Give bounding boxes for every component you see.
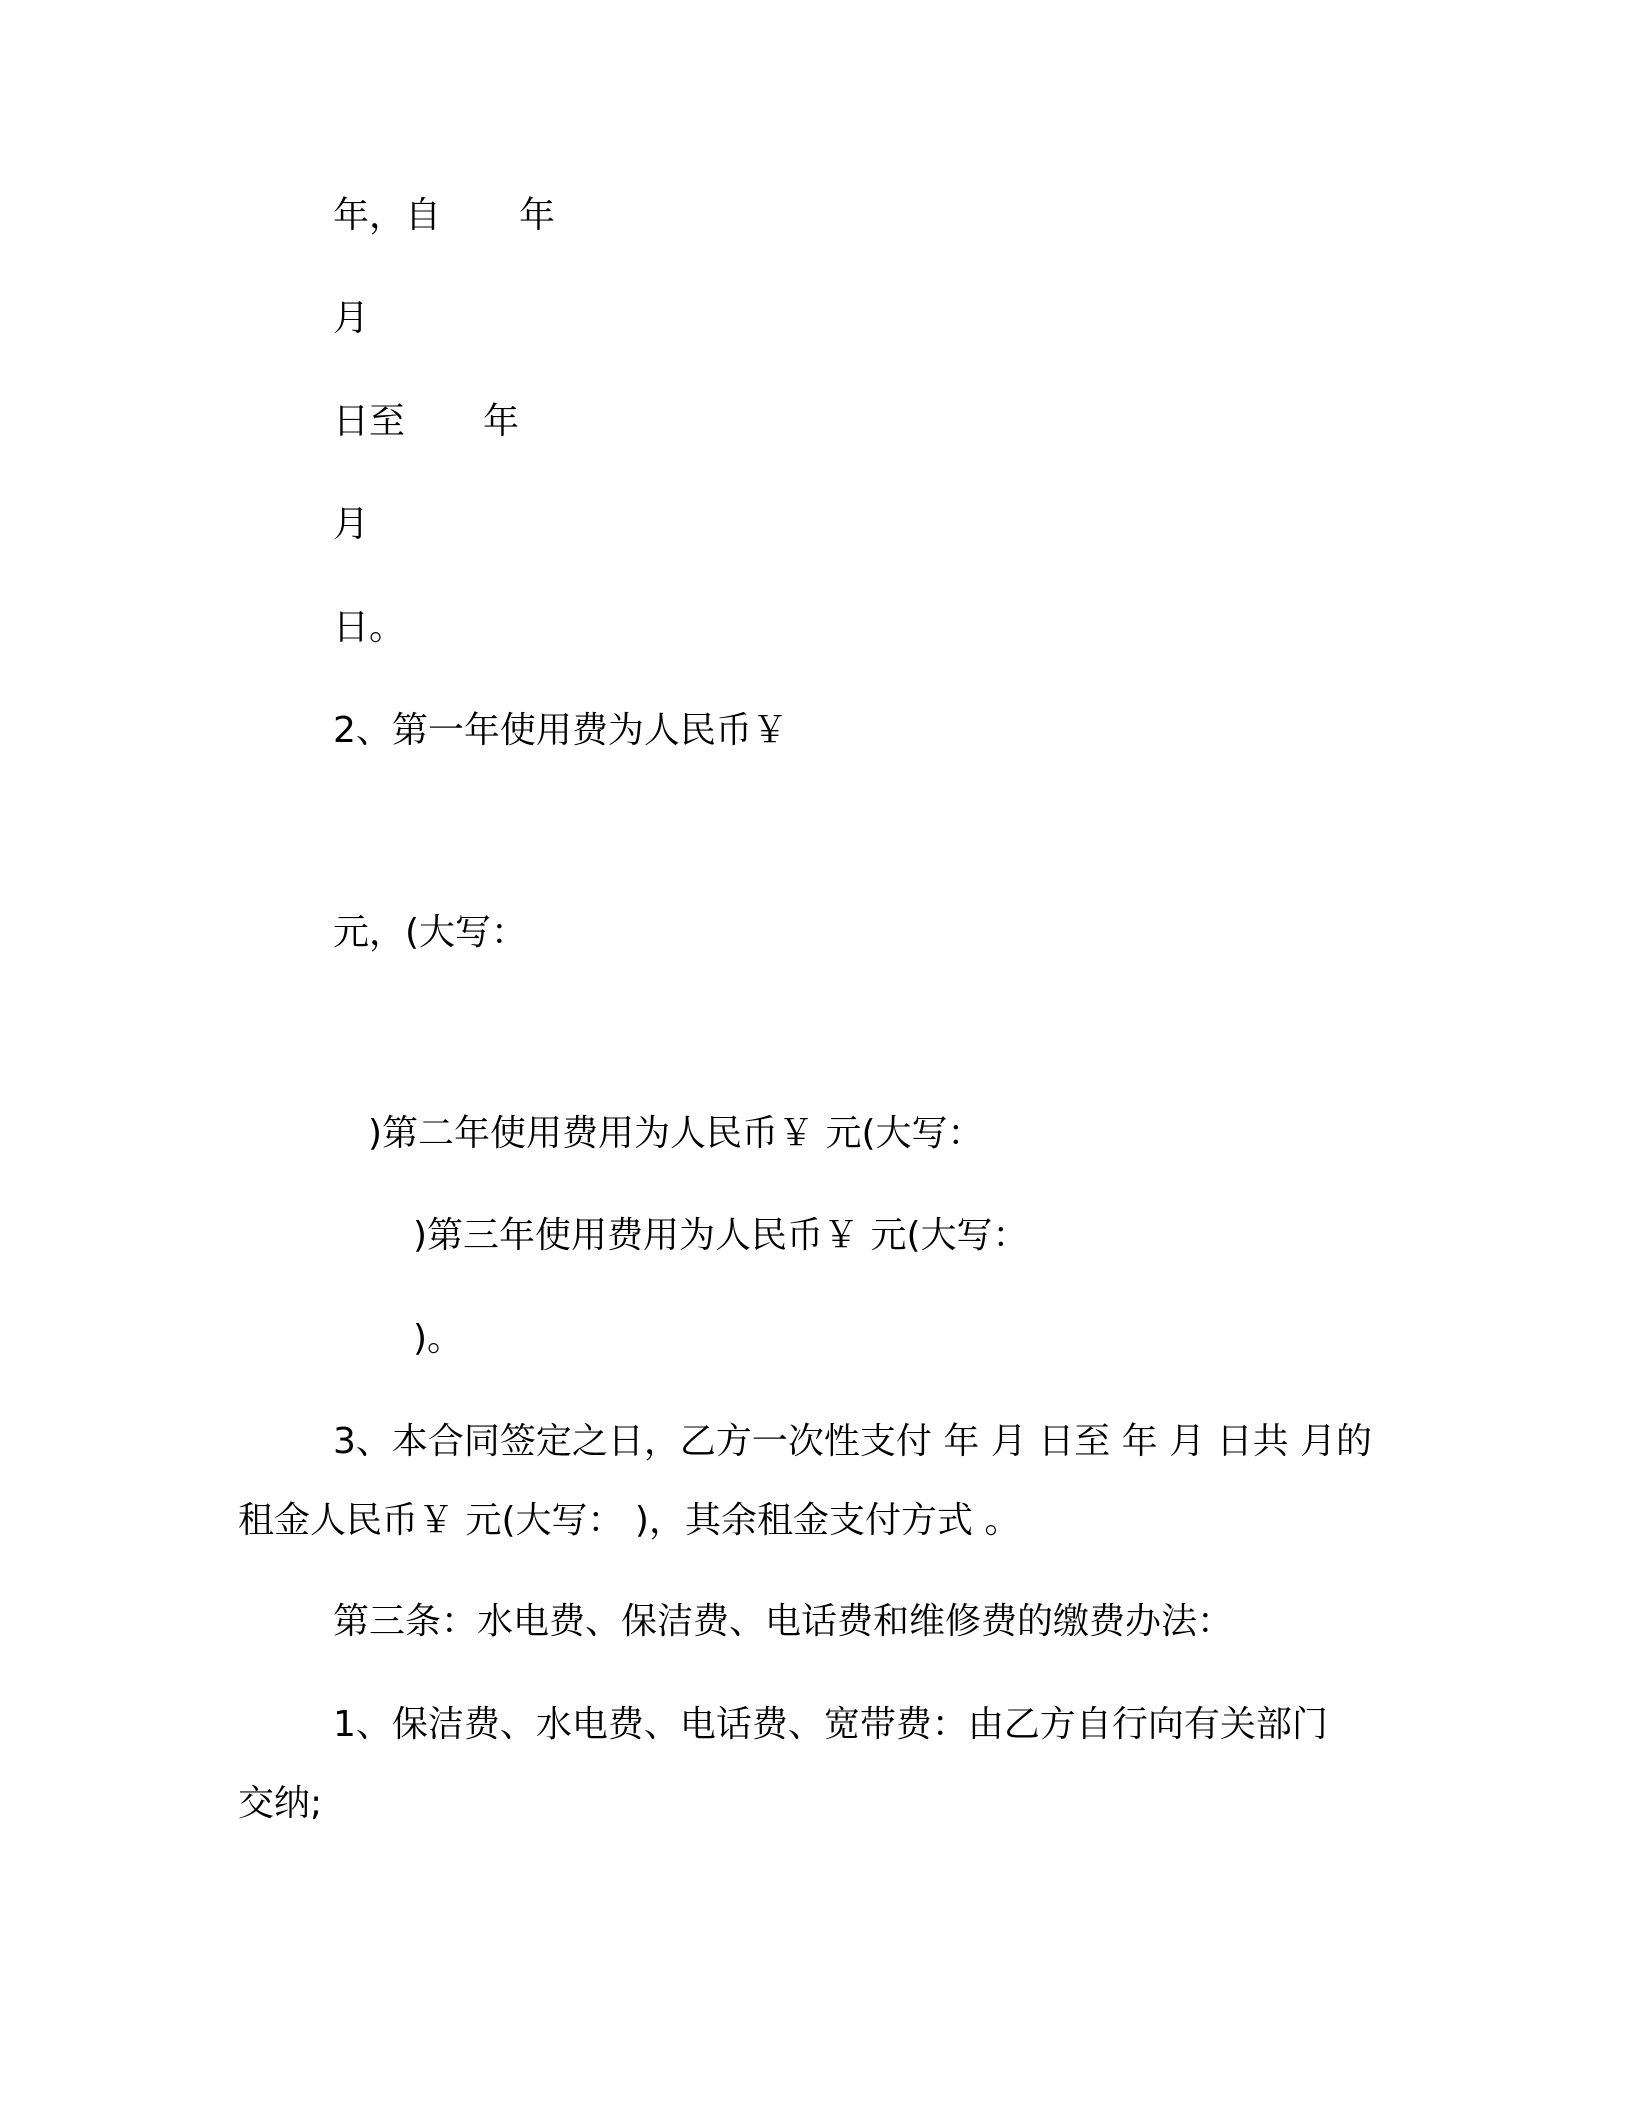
text-line-term-start [333, 194, 555, 238]
text-ri-zhi: 日至 [333, 401, 406, 442]
text-line-third-year-fee: )第三年使用费用为人民币￥ 元(大写： [413, 1215, 1029, 1256]
text-nian-zi: 年，自 [333, 195, 442, 236]
text-nian: 年 [519, 195, 556, 236]
text-line-second-year-fee: )第二年使用费用为人民币￥ 元(大写： [368, 1113, 984, 1154]
text-line-month-1: 月 [333, 298, 370, 339]
text-line-clause-3-cont: 租金人民币￥ 元(大写： )，其余租金支付方式 。 [238, 1500, 1021, 1541]
text-line-yuan-daxie: 元，(大写： [333, 912, 528, 953]
text-line-term-end [333, 400, 519, 444]
text-line-first-year-fee: 2、第一年使用费为人民币￥ [333, 710, 788, 751]
text-line-item-1: 1、保洁费、水电费、电话费、宽带费：由乙方自行向有关部门 [333, 1704, 1328, 1745]
text-line-item-1-cont: 交纳; [238, 1783, 323, 1824]
text-line-month-2: 月 [333, 504, 370, 545]
text-line-clause-3: 3、本合同签定之日，乙方一次性支付 年 月 日至 年 月 日共 月的 [333, 1421, 1373, 1462]
text-nian-2: 年 [483, 401, 520, 442]
text-line-close-paren: )。 [413, 1318, 464, 1359]
text-line-day: 日。 [333, 607, 406, 648]
text-line-article-3-heading: 第三条：水电费、保洁费、电话费和维修费的缴费办法： [333, 1601, 1234, 1642]
